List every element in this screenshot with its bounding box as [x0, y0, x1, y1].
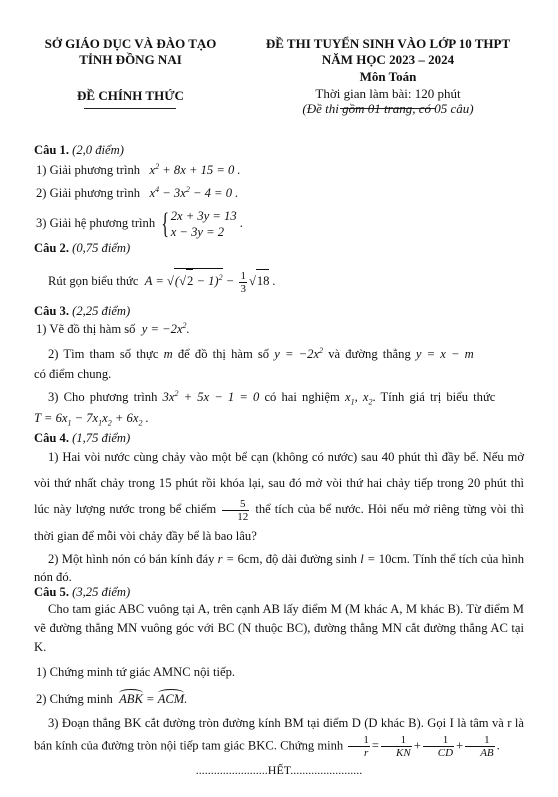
q1-title: Câu 1.: [34, 143, 69, 157]
q1-part2: [36, 185, 526, 201]
q4-points: (1,75 điểm): [72, 431, 131, 445]
q1-eq2: $x^4 - 3x^2 - 4 = 0$ .: [143, 184, 239, 200]
system-brace-icon: {: [161, 207, 170, 241]
q5-part2: [36, 689, 526, 707]
q5-frac-r: $\frac{1}{r}$: [348, 734, 370, 759]
q3-part2: [48, 346, 538, 362]
q5-part1: 1) Chứng minh tứ giác AMNC nội tiếp.: [36, 665, 236, 679]
q1-sys-line2: x − 3y = 2: [170, 225, 225, 240]
q2-expression: $A = √(√2 - 1)^2$ −: [142, 274, 238, 288]
q5-heading: [34, 584, 524, 600]
q3-part3-text-c: . Tính giá trị biểu thức: [372, 390, 496, 404]
q4-slant: l = 10cm: [360, 552, 407, 566]
q4-part2-text-c: . Tính thể tích của hình nón đó.: [34, 552, 525, 584]
q4-part2-text-a: 2) Một hình nón có bán kính đáy: [48, 552, 215, 566]
q1-points: (2,0 điểm): [72, 143, 124, 157]
q5-part2-text: 2) Chứng minh: [36, 692, 113, 706]
q4-part2-text-b: , độ dài đường sinh: [259, 552, 357, 566]
q4-radius: r = 6cm: [217, 552, 260, 566]
q4-title: Câu 4.: [34, 431, 69, 445]
q3-eq: $3x^2 + 5x - 1 = 0$: [162, 388, 260, 404]
school-year: NĂM HỌC 2023 – 2024: [321, 52, 455, 67]
subject: Môn Toán: [359, 69, 417, 84]
q4-part1-text-a: 1) Hai vòi nước cùng chảy vào một bể cạn (không có nước) sau 40 phút thì đầy bể. Nếu mở vòi thứ nhất chảy trong 15 phút rồi khóa lại, sau đó mở vòi thứ hai chảy tiếp trong 20 phút thì lúc này lượng nước trong bể chiếm: [34, 450, 524, 516]
q1-part1: [36, 162, 526, 178]
province-name: TỈNH ĐỒNG NAI: [79, 52, 182, 67]
q2-sqrt18: √18 .: [249, 274, 276, 288]
q5-frac-ab: $\frac{1}{AB}$: [465, 734, 494, 759]
q4-part1-text-b: thể tích của bể nước. Hỏi nếu mở riêng từng vòi thì thời gian để mỗi vòi chảy đầy bể là bao lâu?: [34, 502, 524, 543]
q2-frac: $\frac{1}{3}$: [240, 269, 246, 295]
q1-sys-line1: 2x + 3y = 13: [170, 209, 237, 224]
q3-roots: $x_1$, $x_2$: [344, 390, 373, 407]
q1-part3-text: 3) Giải hệ phương trình: [36, 216, 156, 230]
q2-text: Rút gọn biểu thức: [48, 274, 139, 288]
q5-points: (3,25 điểm): [72, 585, 131, 599]
q3-expr-T: $T = 6x_1 - 7x_1x_2 + 6x_2$ .: [34, 411, 149, 428]
q3-param: m: [163, 347, 173, 361]
end-marker: ........................HẾT........................: [195, 763, 363, 777]
q5-part3-text: 3) Đoạn thẳng BK cắt đường tròn đường kính BM tại điểm D (D khác B). Gọi I là tâm và r là bán kính của đường tròn nội tiếp tam giác BKC. Chứng minh: [34, 716, 524, 753]
q1-part3: 3) Giải hệ phương trình { 2x + 3y = 13 x − 3y = 2 .: [36, 207, 243, 241]
q3-part3: [48, 389, 538, 405]
q3-part2-cont: có điểm chung.: [34, 367, 112, 381]
q2-points: (0,75 điểm): [72, 241, 131, 255]
q4-frac-num: 5: [222, 498, 249, 511]
q3-title: Câu 3.: [34, 304, 69, 318]
q5-frac-cd: $\frac{1}{CD}$: [423, 734, 454, 759]
q5-part3: 3) Đoạn thẳng BK cắt đường tròn đường kính BM tại điểm D (D khác B). Gọi I là tâm và r là bán kính của đường tròn nội tiếp tam giác BKC. Chứng minh $\frac{1}{r}$ = $\frac{1}{KN}$ + $\frac{1}{CD}$ + $\frac{1}{AB}$ .: [34, 716, 524, 759]
exam-header: [0, 36, 558, 136]
exam-note: (Đề thi gồm 01 trang, có 05 câu): [302, 101, 474, 116]
q4-part1: [34, 444, 524, 549]
duration: Thời gian làm bài: 120 phút: [315, 86, 461, 101]
q1-eq1: $x^2 + 8x + 15 = 0$ .: [143, 161, 241, 177]
q3-part3-text-a: 3) Cho phương trình: [48, 390, 158, 404]
q3-part2-text-a: 2) Tìm tham số thực: [48, 347, 159, 361]
q3-heading: [34, 303, 524, 319]
exam-title: ĐỀ THI TUYỂN SINH VÀO LỚP 10 THPT: [265, 36, 511, 51]
q4-part2: [34, 550, 524, 586]
q3-points: (2,25 điểm): [72, 304, 131, 318]
q4-fraction: [222, 498, 249, 523]
q1-heading: [34, 142, 524, 158]
header-divider-left: [84, 108, 176, 109]
q3-func1: $y = -2x^2$.: [138, 320, 190, 336]
q2-title: Câu 2.: [34, 241, 69, 255]
q3-part1-text: 1) Vẽ đồ thị hàm số: [36, 322, 136, 336]
q3-part1: [36, 321, 526, 337]
q3-part3-text-b: có hai nghiệm: [264, 390, 340, 404]
q2-heading: [34, 240, 524, 256]
q3-line: y = x − m: [415, 347, 474, 361]
q5-title: Câu 5.: [34, 585, 69, 599]
department-name: SỞ GIÁO DỤC VÀ ĐÀO TẠO: [44, 36, 217, 51]
q5-frac-kn: $\frac{1}{KN}$: [381, 734, 412, 759]
official-label: ĐỀ CHÍNH THỨC: [77, 88, 184, 103]
q5-angles: ABK = ACM.: [116, 692, 188, 706]
q2-part1: [48, 268, 538, 295]
q3-func2: $y = -2x^2$: [274, 345, 324, 361]
q3-part2-text-c: và đường thẳng: [328, 347, 411, 361]
q1-part1-text: 1) Giải phương trình: [36, 163, 141, 177]
q4-frac-den: 12: [237, 510, 249, 523]
q1-part2-text: 2) Giải phương trình: [36, 186, 141, 200]
q5-intro: Cho tam giác ABC vuông tại A, trên cạnh AB lấy điểm M (M khác A, M khác B). Từ điểm M vẽ đường thẳng MN vuông góc với BC (N thuộc BC), đường thẳng MN cắt đường thẳng AC tại K.: [34, 602, 524, 654]
q1-system: [171, 208, 237, 240]
q3-part2-text-b: để đồ thị hàm số: [177, 347, 270, 361]
